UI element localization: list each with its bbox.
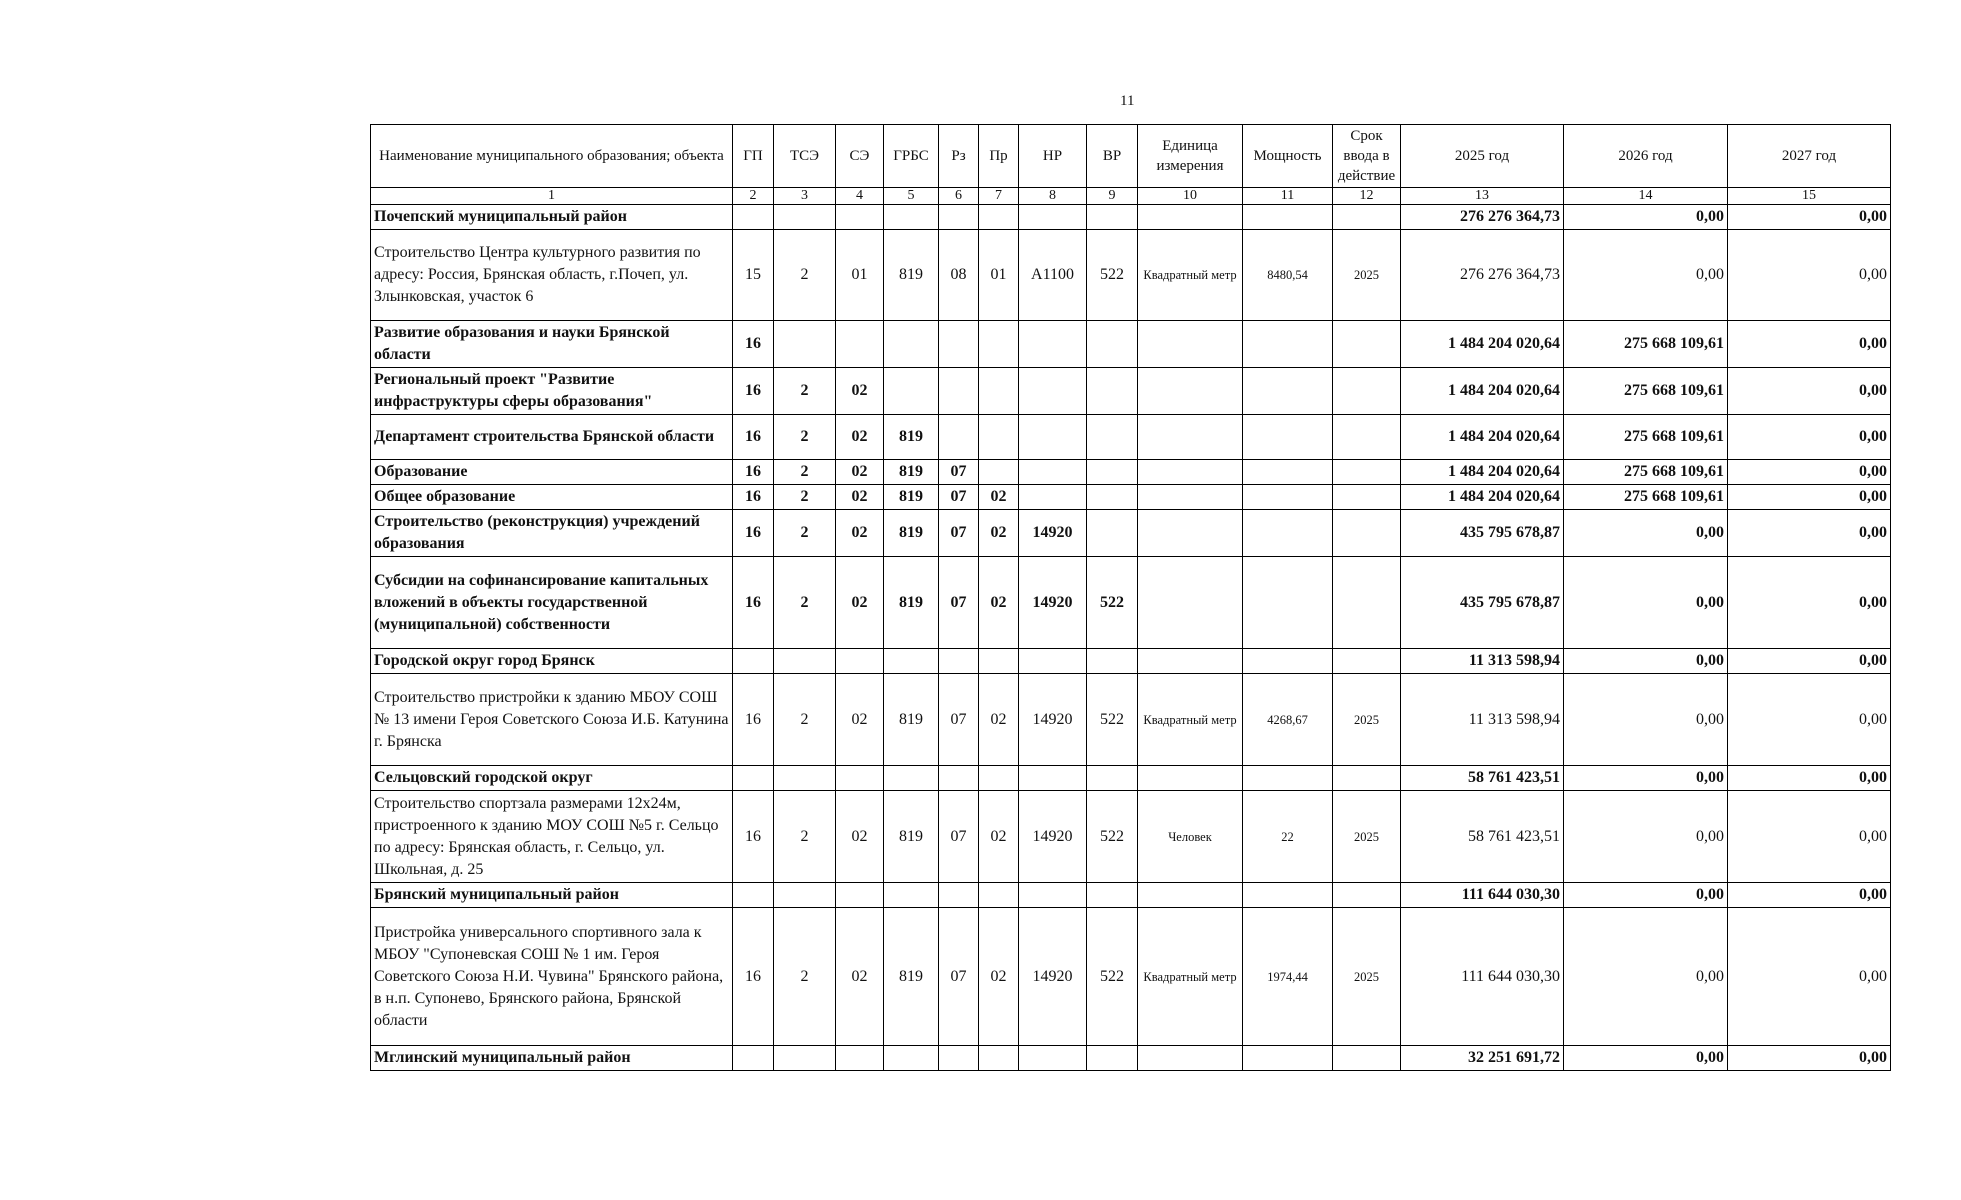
- term-cell: 2025: [1333, 791, 1401, 883]
- tse-cell: 2: [774, 674, 836, 766]
- amount-2025: 435 795 678,87: [1401, 557, 1564, 649]
- capacity-cell: [1243, 649, 1333, 674]
- nr-cell: [1019, 415, 1087, 460]
- nr-cell: 14920: [1019, 557, 1087, 649]
- capacity-cell: [1243, 485, 1333, 510]
- column-number: 15: [1728, 188, 1891, 205]
- column-number: 7: [979, 188, 1019, 205]
- gp-cell: 16: [733, 791, 774, 883]
- capacity-cell: 22: [1243, 791, 1333, 883]
- column-number: 12: [1333, 188, 1401, 205]
- nr-cell: 14920: [1019, 510, 1087, 557]
- pr-cell: 02: [979, 908, 1019, 1046]
- table-row: [371, 1046, 1891, 1071]
- column-number: 14: [1564, 188, 1728, 205]
- capacity-cell: [1243, 557, 1333, 649]
- se-cell: [836, 205, 884, 230]
- term-cell: [1333, 883, 1401, 908]
- row-name: Строительство (реконструкция) учреждений образования: [371, 510, 733, 557]
- rz-cell: [939, 205, 979, 230]
- vr-cell: [1087, 205, 1138, 230]
- row-name: Городской округ город Брянск: [371, 649, 733, 674]
- term-cell: [1333, 460, 1401, 485]
- table-row: [371, 510, 1891, 557]
- amount-2027: 0,00: [1728, 766, 1891, 791]
- grbs-cell: 819: [884, 510, 939, 557]
- nr-cell: [1019, 368, 1087, 415]
- tse-cell: 2: [774, 557, 836, 649]
- header-cell: Пр: [979, 125, 1019, 188]
- table-row: [371, 649, 1891, 674]
- capacity-cell: [1243, 368, 1333, 415]
- amount-2025: 32 251 691,72: [1401, 1046, 1564, 1071]
- rz-cell: [939, 766, 979, 791]
- term-cell: [1333, 510, 1401, 557]
- budget-table: [370, 124, 1891, 1071]
- amount-2026: 0,00: [1564, 649, 1728, 674]
- grbs-cell: [884, 766, 939, 791]
- header-cell: ГРБС: [884, 125, 939, 188]
- row-name: Пристройка универсального спортивного зала к МБОУ "Супоневская СОШ № 1 им. Героя Советского Союза Н.И. Чувина" Брянского района, в н.п. Супонево, Брянского района, Брянской области: [371, 908, 733, 1046]
- amount-2026: 0,00: [1564, 908, 1728, 1046]
- row-name: Мглинский муниципальный район: [371, 1046, 733, 1071]
- term-cell: [1333, 1046, 1401, 1071]
- header-cell: 2025 год: [1401, 125, 1564, 188]
- vr-cell: [1087, 460, 1138, 485]
- tse-cell: [774, 1046, 836, 1071]
- amount-2027: 0,00: [1728, 510, 1891, 557]
- tse-cell: 2: [774, 368, 836, 415]
- se-cell: 02: [836, 557, 884, 649]
- vr-cell: 522: [1087, 230, 1138, 321]
- table-row: [371, 674, 1891, 766]
- header-cell: Единица измерения: [1138, 125, 1243, 188]
- tse-cell: [774, 883, 836, 908]
- amount-2026: 275 668 109,61: [1564, 368, 1728, 415]
- unit-cell: [1138, 205, 1243, 230]
- header-cell: 2026 год: [1564, 125, 1728, 188]
- capacity-cell: 8480,54: [1243, 230, 1333, 321]
- rz-cell: 07: [939, 510, 979, 557]
- gp-cell: 16: [733, 674, 774, 766]
- term-cell: [1333, 415, 1401, 460]
- row-name: Строительство Центра культурного развития по адресу: Россия, Брянская область, г.Почеп, ул. Злынковская, участок 6: [371, 230, 733, 321]
- vr-cell: [1087, 883, 1138, 908]
- amount-2027: 0,00: [1728, 908, 1891, 1046]
- vr-cell: [1087, 415, 1138, 460]
- grbs-cell: 819: [884, 230, 939, 321]
- rz-cell: 07: [939, 791, 979, 883]
- se-cell: 02: [836, 368, 884, 415]
- tse-cell: 2: [774, 510, 836, 557]
- vr-cell: [1087, 510, 1138, 557]
- term-cell: [1333, 557, 1401, 649]
- se-cell: 02: [836, 415, 884, 460]
- rz-cell: 07: [939, 460, 979, 485]
- grbs-cell: [884, 205, 939, 230]
- gp-cell: [733, 205, 774, 230]
- row-name: Общее образование: [371, 485, 733, 510]
- nr-cell: 14920: [1019, 674, 1087, 766]
- term-cell: [1333, 766, 1401, 791]
- se-cell: [836, 649, 884, 674]
- amount-2026: 0,00: [1564, 205, 1728, 230]
- tse-cell: [774, 766, 836, 791]
- table-row: [371, 321, 1891, 368]
- amount-2027: 0,00: [1728, 791, 1891, 883]
- rz-cell: 08: [939, 230, 979, 321]
- grbs-cell: [884, 883, 939, 908]
- se-cell: [836, 766, 884, 791]
- column-number: 9: [1087, 188, 1138, 205]
- row-name: Субсидии на софинансирование капитальных вложений в объекты государственной (муниципальной) собственности: [371, 557, 733, 649]
- pr-cell: 02: [979, 791, 1019, 883]
- amount-2027: 0,00: [1728, 205, 1891, 230]
- amount-2026: 275 668 109,61: [1564, 321, 1728, 368]
- amount-2026: 0,00: [1564, 230, 1728, 321]
- amount-2026: 275 668 109,61: [1564, 485, 1728, 510]
- amount-2025: 11 313 598,94: [1401, 649, 1564, 674]
- column-number: 6: [939, 188, 979, 205]
- se-cell: [836, 321, 884, 368]
- page-number: 11: [1120, 93, 1135, 109]
- vr-cell: [1087, 1046, 1138, 1071]
- amount-2026: 275 668 109,61: [1564, 460, 1728, 485]
- amount-2026: 0,00: [1564, 674, 1728, 766]
- term-cell: 2025: [1333, 908, 1401, 1046]
- pr-cell: [979, 205, 1019, 230]
- vr-cell: 522: [1087, 791, 1138, 883]
- amount-2027: 0,00: [1728, 883, 1891, 908]
- grbs-cell: [884, 649, 939, 674]
- unit-cell: [1138, 557, 1243, 649]
- amount-2026: 275 668 109,61: [1564, 415, 1728, 460]
- unit-cell: Квадратный метр: [1138, 674, 1243, 766]
- rz-cell: [939, 649, 979, 674]
- grbs-cell: [884, 1046, 939, 1071]
- se-cell: [836, 883, 884, 908]
- pr-cell: [979, 883, 1019, 908]
- gp-cell: 16: [733, 908, 774, 1046]
- column-number: 2: [733, 188, 774, 205]
- rz-cell: 07: [939, 557, 979, 649]
- grbs-cell: 819: [884, 557, 939, 649]
- table-row: [371, 791, 1891, 883]
- header-cell: Срок ввода в действие: [1333, 125, 1401, 188]
- amount-2025: 276 276 364,73: [1401, 230, 1564, 321]
- pr-cell: [979, 1046, 1019, 1071]
- amount-2027: 0,00: [1728, 485, 1891, 510]
- se-cell: 02: [836, 485, 884, 510]
- gp-cell: 16: [733, 557, 774, 649]
- capacity-cell: [1243, 415, 1333, 460]
- amount-2025: 1 484 204 020,64: [1401, 415, 1564, 460]
- gp-cell: 16: [733, 485, 774, 510]
- capacity-cell: [1243, 321, 1333, 368]
- header-cell: ТСЭ: [774, 125, 836, 188]
- term-cell: [1333, 485, 1401, 510]
- vr-cell: [1087, 766, 1138, 791]
- unit-cell: [1138, 510, 1243, 557]
- amount-2027: 0,00: [1728, 230, 1891, 321]
- grbs-cell: 819: [884, 908, 939, 1046]
- table-row: [371, 368, 1891, 415]
- amount-2027: 0,00: [1728, 368, 1891, 415]
- row-name: Региональный проект "Развитие инфраструктуры сферы образования": [371, 368, 733, 415]
- se-cell: [836, 1046, 884, 1071]
- gp-cell: 16: [733, 460, 774, 485]
- rz-cell: [939, 415, 979, 460]
- vr-cell: [1087, 649, 1138, 674]
- table-row: [371, 883, 1891, 908]
- amount-2027: 0,00: [1728, 1046, 1891, 1071]
- gp-cell: 16: [733, 415, 774, 460]
- amount-2025: 435 795 678,87: [1401, 510, 1564, 557]
- unit-cell: [1138, 485, 1243, 510]
- pr-cell: [979, 321, 1019, 368]
- rz-cell: [939, 368, 979, 415]
- gp-cell: [733, 883, 774, 908]
- capacity-cell: [1243, 510, 1333, 557]
- rz-cell: [939, 883, 979, 908]
- nr-cell: [1019, 883, 1087, 908]
- nr-cell: [1019, 649, 1087, 674]
- amount-2025: 1 484 204 020,64: [1401, 460, 1564, 485]
- tse-cell: 2: [774, 791, 836, 883]
- capacity-cell: [1243, 883, 1333, 908]
- tse-cell: [774, 205, 836, 230]
- gp-cell: 16: [733, 368, 774, 415]
- se-cell: 02: [836, 908, 884, 1046]
- amount-2027: 0,00: [1728, 321, 1891, 368]
- table-row: [371, 415, 1891, 460]
- se-cell: 02: [836, 791, 884, 883]
- se-cell: 02: [836, 460, 884, 485]
- rz-cell: 07: [939, 674, 979, 766]
- unit-cell: [1138, 883, 1243, 908]
- pr-cell: [979, 649, 1019, 674]
- amount-2027: 0,00: [1728, 415, 1891, 460]
- gp-cell: 16: [733, 510, 774, 557]
- gp-cell: 15: [733, 230, 774, 321]
- pr-cell: [979, 415, 1019, 460]
- tse-cell: 2: [774, 230, 836, 321]
- column-number-row: [371, 188, 1891, 205]
- grbs-cell: 819: [884, 674, 939, 766]
- tse-cell: [774, 649, 836, 674]
- vr-cell: 522: [1087, 557, 1138, 649]
- table-row: [371, 460, 1891, 485]
- table-row: [371, 908, 1891, 1046]
- amount-2026: 0,00: [1564, 883, 1728, 908]
- pr-cell: [979, 766, 1019, 791]
- header-cell: Рз: [939, 125, 979, 188]
- amount-2025: 111 644 030,30: [1401, 883, 1564, 908]
- amount-2025: 276 276 364,73: [1401, 205, 1564, 230]
- pr-cell: 02: [979, 557, 1019, 649]
- header-cell: СЭ: [836, 125, 884, 188]
- table-row: [371, 230, 1891, 321]
- grbs-cell: 819: [884, 415, 939, 460]
- nr-cell: [1019, 485, 1087, 510]
- term-cell: 2025: [1333, 674, 1401, 766]
- table-row: [371, 766, 1891, 791]
- row-name: Развитие образования и науки Брянской области: [371, 321, 733, 368]
- term-cell: [1333, 649, 1401, 674]
- amount-2026: 0,00: [1564, 510, 1728, 557]
- term-cell: [1333, 321, 1401, 368]
- table-row: [371, 205, 1891, 230]
- header-cell: Наименование муниципального образования; объекта: [371, 125, 733, 188]
- table-row: [371, 557, 1891, 649]
- pr-cell: [979, 368, 1019, 415]
- nr-cell: [1019, 321, 1087, 368]
- grbs-cell: 819: [884, 791, 939, 883]
- term-cell: [1333, 368, 1401, 415]
- amount-2025: 58 761 423,51: [1401, 766, 1564, 791]
- amount-2025: 1 484 204 020,64: [1401, 321, 1564, 368]
- nr-cell: [1019, 1046, 1087, 1071]
- pr-cell: [979, 460, 1019, 485]
- grbs-cell: 819: [884, 485, 939, 510]
- vr-cell: [1087, 485, 1138, 510]
- row-name: Почепский муниципальный район: [371, 205, 733, 230]
- pr-cell: 02: [979, 485, 1019, 510]
- tse-cell: 2: [774, 908, 836, 1046]
- row-name: Брянский муниципальный район: [371, 883, 733, 908]
- header-cell: ВР: [1087, 125, 1138, 188]
- capacity-cell: 1974,44: [1243, 908, 1333, 1046]
- column-number: 1: [371, 188, 733, 205]
- amount-2025: 111 644 030,30: [1401, 908, 1564, 1046]
- column-number: 5: [884, 188, 939, 205]
- nr-cell: [1019, 205, 1087, 230]
- amount-2025: 11 313 598,94: [1401, 674, 1564, 766]
- unit-cell: [1138, 766, 1243, 791]
- rz-cell: [939, 321, 979, 368]
- unit-cell: [1138, 1046, 1243, 1071]
- vr-cell: 522: [1087, 674, 1138, 766]
- gp-cell: [733, 649, 774, 674]
- vr-cell: [1087, 368, 1138, 415]
- nr-cell: [1019, 460, 1087, 485]
- column-number: 8: [1019, 188, 1087, 205]
- row-name: Сельцовский городской округ: [371, 766, 733, 791]
- pr-cell: 01: [979, 230, 1019, 321]
- amount-2026: 0,00: [1564, 791, 1728, 883]
- tse-cell: [774, 321, 836, 368]
- column-number: 10: [1138, 188, 1243, 205]
- unit-cell: Квадратный метр: [1138, 230, 1243, 321]
- pr-cell: 02: [979, 674, 1019, 766]
- pr-cell: 02: [979, 510, 1019, 557]
- row-name: Образование: [371, 460, 733, 485]
- nr-cell: А1100: [1019, 230, 1087, 321]
- amount-2027: 0,00: [1728, 649, 1891, 674]
- grbs-cell: 819: [884, 460, 939, 485]
- term-cell: 2025: [1333, 230, 1401, 321]
- header-cell: ГП: [733, 125, 774, 188]
- unit-cell: Человек: [1138, 791, 1243, 883]
- amount-2027: 0,00: [1728, 557, 1891, 649]
- se-cell: 02: [836, 510, 884, 557]
- capacity-cell: [1243, 1046, 1333, 1071]
- amount-2025: 58 761 423,51: [1401, 791, 1564, 883]
- amount-2025: 1 484 204 020,64: [1401, 485, 1564, 510]
- rz-cell: [939, 1046, 979, 1071]
- header-row: [371, 125, 1891, 188]
- column-number: 3: [774, 188, 836, 205]
- amount-2025: 1 484 204 020,64: [1401, 368, 1564, 415]
- rz-cell: 07: [939, 908, 979, 1046]
- row-name: Строительство пристройки к зданию МБОУ СОШ № 13 имени Героя Советского Союза И.Б. Катунина г. Брянска: [371, 674, 733, 766]
- header-cell: 2027 год: [1728, 125, 1891, 188]
- tse-cell: 2: [774, 460, 836, 485]
- unit-cell: [1138, 368, 1243, 415]
- unit-cell: [1138, 415, 1243, 460]
- vr-cell: 522: [1087, 908, 1138, 1046]
- row-name: Департамент строительства Брянской области: [371, 415, 733, 460]
- term-cell: [1333, 205, 1401, 230]
- vr-cell: [1087, 321, 1138, 368]
- tse-cell: 2: [774, 415, 836, 460]
- nr-cell: 14920: [1019, 908, 1087, 1046]
- grbs-cell: [884, 321, 939, 368]
- header-cell: Мощность: [1243, 125, 1333, 188]
- unit-cell: Квадратный метр: [1138, 908, 1243, 1046]
- row-name: Строительство спортзала размерами 12х24м, пристроенного к зданию МОУ СОШ №5 г. Сельцо по адресу: Брянская область, г. Сельцо, ул. Школьная, д. 25: [371, 791, 733, 883]
- amount-2026: 0,00: [1564, 766, 1728, 791]
- capacity-cell: [1243, 205, 1333, 230]
- se-cell: 02: [836, 674, 884, 766]
- gp-cell: [733, 1046, 774, 1071]
- header-cell: НР: [1019, 125, 1087, 188]
- grbs-cell: [884, 368, 939, 415]
- nr-cell: 14920: [1019, 791, 1087, 883]
- gp-cell: [733, 766, 774, 791]
- capacity-cell: 4268,67: [1243, 674, 1333, 766]
- amount-2027: 0,00: [1728, 460, 1891, 485]
- nr-cell: [1019, 766, 1087, 791]
- unit-cell: [1138, 321, 1243, 368]
- column-number: 11: [1243, 188, 1333, 205]
- gp-cell: 16: [733, 321, 774, 368]
- capacity-cell: [1243, 766, 1333, 791]
- amount-2027: 0,00: [1728, 674, 1891, 766]
- amount-2026: 0,00: [1564, 1046, 1728, 1071]
- rz-cell: 07: [939, 485, 979, 510]
- unit-cell: [1138, 460, 1243, 485]
- column-number: 13: [1401, 188, 1564, 205]
- unit-cell: [1138, 649, 1243, 674]
- capacity-cell: [1243, 460, 1333, 485]
- se-cell: 01: [836, 230, 884, 321]
- column-number: 4: [836, 188, 884, 205]
- amount-2026: 0,00: [1564, 557, 1728, 649]
- table-row: [371, 485, 1891, 510]
- tse-cell: 2: [774, 485, 836, 510]
